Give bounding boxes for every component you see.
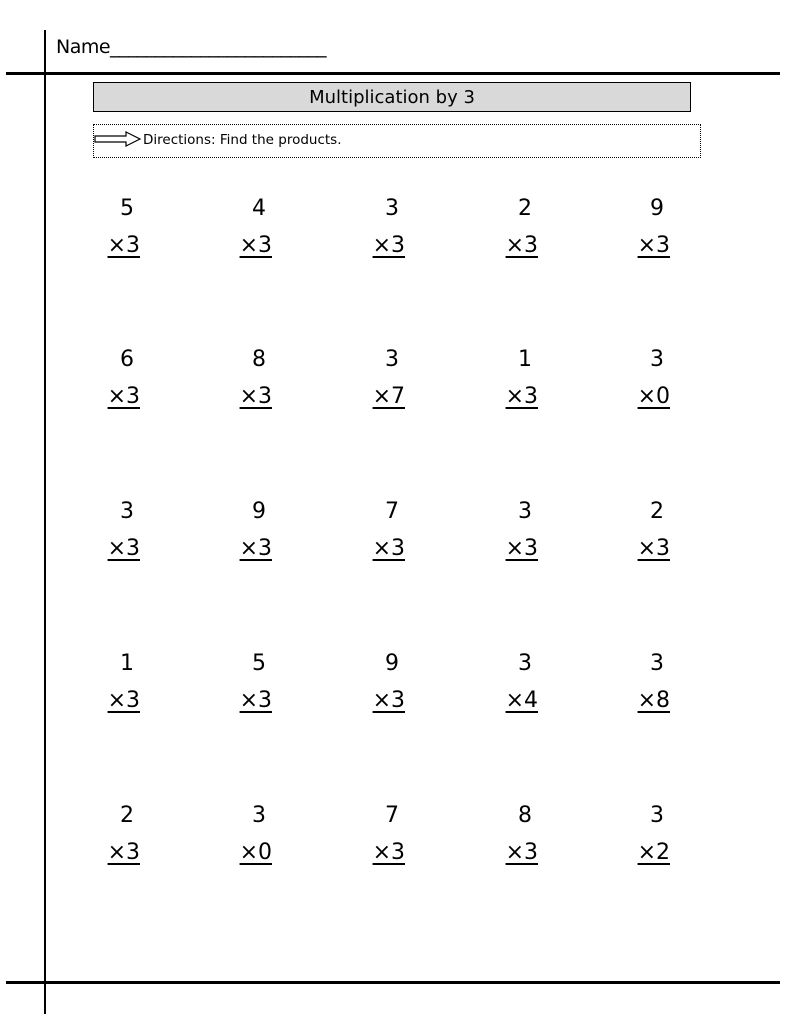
problem-multiplier: ×4 <box>505 688 538 713</box>
multiplication-problem <box>335 645 405 719</box>
multiplication-problem <box>202 341 272 415</box>
multiplication-problem <box>600 797 670 871</box>
multiplication-problem <box>335 341 405 415</box>
multiplication-problem <box>335 190 405 264</box>
problem-multiplicand: 4 <box>252 196 266 221</box>
problem-multiplier: ×3 <box>107 536 140 561</box>
multiplication-problem <box>70 341 140 415</box>
problem-multiplicand: 1 <box>120 651 134 676</box>
problem-multiplier: ×3 <box>107 840 140 865</box>
problem-multiplicand: 3 <box>650 651 664 676</box>
problem-multiplier: ×0 <box>637 384 670 409</box>
problem-multiplicand: 8 <box>252 347 266 372</box>
problem-multiplicand: 2 <box>650 499 664 524</box>
multiplication-problem <box>335 797 405 871</box>
multiplication-problem <box>468 190 538 264</box>
multiplication-problem <box>70 797 140 871</box>
problem-multiplier: ×3 <box>372 840 405 865</box>
multiplication-problem <box>70 493 140 567</box>
multiplication-problem <box>600 645 670 719</box>
problem-multiplicand: 7 <box>385 499 399 524</box>
multiplication-problem <box>202 797 272 871</box>
problem-multiplicand: 3 <box>518 651 532 676</box>
problem-multiplier: ×8 <box>637 688 670 713</box>
multiplication-problem <box>202 645 272 719</box>
problem-multiplier: ×7 <box>372 384 405 409</box>
problem-multiplier: ×3 <box>372 688 405 713</box>
problem-multiplier: ×3 <box>505 233 538 258</box>
problem-multiplier: ×3 <box>505 840 538 865</box>
multiplication-problem <box>202 190 272 264</box>
problem-multiplier: ×3 <box>107 233 140 258</box>
problem-multiplier: ×3 <box>372 233 405 258</box>
problem-multiplier: ×3 <box>107 688 140 713</box>
problem-multiplicand: 9 <box>650 196 664 221</box>
multiplication-problem <box>600 493 670 567</box>
problem-multiplier: ×3 <box>637 233 670 258</box>
problem-multiplicand: 3 <box>385 196 399 221</box>
problem-multiplier: ×3 <box>107 384 140 409</box>
problem-multiplicand: 3 <box>650 803 664 828</box>
problem-multiplier: ×3 <box>239 384 272 409</box>
problem-multiplicand: 6 <box>120 347 134 372</box>
multiplication-problem <box>468 341 538 415</box>
problem-multiplier: ×3 <box>239 688 272 713</box>
problem-multiplicand: 2 <box>120 803 134 828</box>
multiplication-problem <box>468 797 538 871</box>
worksheet-title-text: Multiplication by 3 <box>309 86 475 108</box>
problem-multiplier: ×2 <box>637 840 670 865</box>
multiplication-problem <box>600 341 670 415</box>
name-field-label[interactable]: Name________________________ <box>56 36 327 58</box>
problem-multiplier: ×3 <box>505 384 538 409</box>
directions-text: Directions: Find the products. <box>143 132 342 148</box>
multiplication-problem <box>70 190 140 264</box>
problem-multiplicand: 2 <box>518 196 532 221</box>
problem-multiplicand: 5 <box>120 196 134 221</box>
problem-multiplier: ×3 <box>372 536 405 561</box>
multiplication-problem <box>468 645 538 719</box>
problem-multiplicand: 3 <box>120 499 134 524</box>
multiplication-problem <box>202 493 272 567</box>
problem-multiplicand: 9 <box>385 651 399 676</box>
multiplication-problem <box>468 493 538 567</box>
problem-multiplier: ×3 <box>505 536 538 561</box>
problem-multiplier: ×3 <box>637 536 670 561</box>
problem-multiplicand: 3 <box>252 803 266 828</box>
problem-multiplicand: 5 <box>252 651 266 676</box>
problem-multiplicand: 9 <box>252 499 266 524</box>
multiplication-problem <box>600 190 670 264</box>
problem-multiplicand: 3 <box>650 347 664 372</box>
problem-multiplicand: 8 <box>518 803 532 828</box>
problem-multiplicand: 3 <box>385 347 399 372</box>
problem-multiplier: ×3 <box>239 536 272 561</box>
problem-multiplicand: 1 <box>518 347 532 372</box>
problem-multiplicand: 7 <box>385 803 399 828</box>
problem-multiplier: ×3 <box>239 233 272 258</box>
problem-multiplier: ×0 <box>239 840 272 865</box>
problem-multiplicand: 3 <box>518 499 532 524</box>
multiplication-problem <box>70 645 140 719</box>
multiplication-problem <box>335 493 405 567</box>
